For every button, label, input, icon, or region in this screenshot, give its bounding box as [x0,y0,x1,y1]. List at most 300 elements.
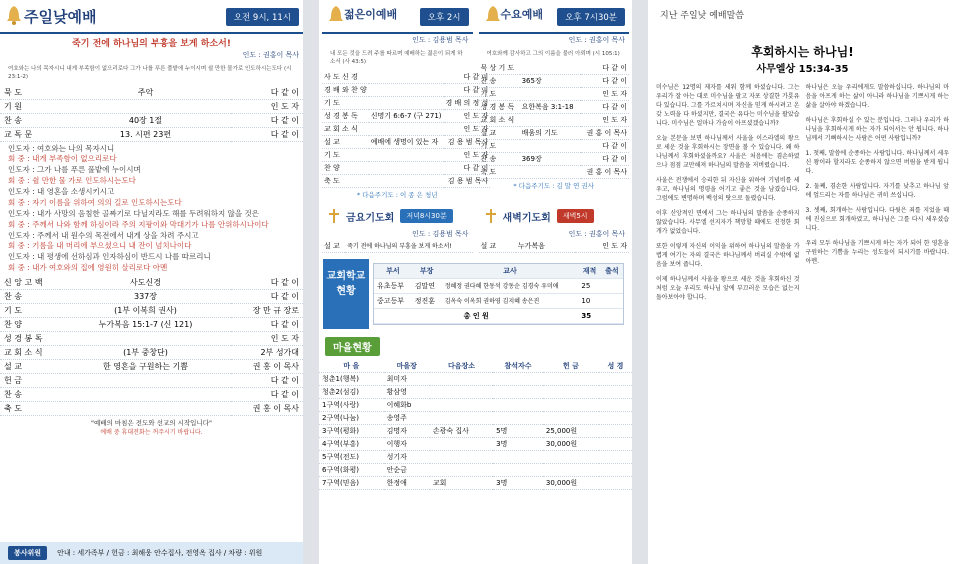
order-detail [369,122,444,135]
table-row [322,122,490,135]
sunday-order-table-2 [0,276,303,416]
responsive-speaker: 회 중 : [8,197,33,207]
table-row [0,346,303,360]
responsive-line [8,165,295,176]
table-row [322,148,490,161]
cell: 3명 [493,476,543,489]
order-person: 다 같 이 [231,374,303,388]
column-header: 교사 [442,264,579,279]
order-item: 묵 상 기 도 [479,62,520,75]
dawn-header [479,205,630,228]
cell: 3구역(평화) [319,424,384,437]
sermon-paragraph: 사울은 전쟁에서 승리한 뒤 자신을 위하여 기념비를 세우고, 하나님의 명령을 어기고 좋은 것을 남겼습니다. 그럼에도 변명하며 백성의 탓으로 돌렸습니다. [656,177,800,202]
order-item: 찬 송 [479,75,520,88]
table-row [0,360,303,374]
responsive-speaker: 인도자 : [8,208,38,218]
order-person: 인 도 자 [581,88,629,101]
order-item: 설 교 [322,135,369,148]
responsive-text: 내게 부족함이 없으리로다 [32,154,117,164]
order-detail [520,62,581,75]
cell [430,398,493,411]
school-label: 교회학교 현황 [323,259,369,329]
table-row [0,304,303,318]
order-person: 장 만 규 장로 [231,304,303,318]
wednesday-col [476,0,633,201]
responsive-speaker: 회 중 : [8,154,33,164]
total-value: 35 [578,308,600,323]
cell [430,463,493,476]
table-row [0,127,303,141]
youth-wednesday-row [319,0,632,201]
cell [543,463,599,476]
table-row [479,240,630,253]
table-row [322,96,490,109]
table-row [0,388,303,402]
cell [599,398,632,411]
table-row [319,476,632,489]
cell [599,463,632,476]
cell [430,437,493,450]
cell [599,411,632,424]
order-item: 성 경 봉 독 [0,332,60,346]
responsive-text: 내 영혼을 소생시키시고 [37,187,115,196]
cell [493,372,543,385]
youth-service-page [319,0,632,564]
cell [543,411,599,424]
table-row [319,398,632,411]
order-person: 다 같 이 [231,86,303,100]
cell [543,385,599,398]
wednesday-header [479,0,630,34]
table-row [479,75,630,88]
cell: 3명 [493,437,543,450]
order-person: 경 배 의 정 성 [444,96,491,109]
responsive-text: 내가 사망의 음침한 골짜기로 다닐지라도 해를 두려워하지 않을 것은 [37,208,259,218]
responsive-line [8,252,295,263]
cell: 4구역(부흥) [319,437,384,450]
order-detail: 배움의 기도 [520,127,581,140]
cell [599,385,632,398]
order-person: 인 도 자 [444,122,491,135]
cell: 교회 [430,476,493,489]
table-row [479,166,630,179]
school-table [374,264,623,324]
table-row [479,127,630,140]
order-detail: 요한복음 3:1-18 [520,101,581,114]
responsive-line [8,154,295,165]
sermon-paragraph: 2. 둘째, 겸손한 사람입니다. 자기를 낮추고 하나님 앞에 엎드리는 자를 하나님은 귀히 쓰십니다. [805,183,949,199]
order-detail: 369장 [520,153,581,166]
sunday-time: 오전 9시, 11시 [226,8,299,26]
column-header: 출석 [601,264,623,279]
responsive-text: 내가 여호와의 집에 영원히 살리로다 아멘 [32,263,168,273]
friday-leader: 인도 : 김용범 목사 [412,229,469,238]
cell: 황삼영 [384,385,430,398]
cell: 이행자 [384,437,430,450]
order-person: 권 홍 이 목사 [231,402,303,416]
cell: 7구역(믿음) [319,476,384,489]
maeul-title: 마을현황 [325,337,380,356]
table-row [319,450,632,463]
order-detail: 신명기 6:6-7 (구 271) [369,109,444,122]
order-item: 성 경 봉 독 [479,101,520,114]
order-detail: 사도신경 [60,276,231,290]
order-person: 인 도 자 [581,114,629,127]
responsive-speaker: 회 중 : [8,176,33,186]
cross-icon [328,209,340,223]
dawn-time: 새벽5시 [557,209,594,223]
order-person: 다 같 이 [231,290,303,304]
cross-icon [485,209,497,223]
order-item: 헌 금 [0,374,60,388]
order-person: 다 같 이 [231,276,303,290]
school-section [323,259,628,329]
order-detail: 13. 시편 23편 [60,127,231,141]
order-detail [369,71,444,84]
friday-header [322,205,473,228]
responsive-line [8,231,295,242]
cell: 김명자 [384,424,430,437]
order-item: 경 배 와 찬 양 [322,83,369,96]
order-person: 다 같 이 [231,127,303,141]
table-row [0,332,303,346]
column-header: 참석자수 [493,360,543,373]
youth-next-prayer: * 다음주기도 : 이 종 은 청년 [356,190,438,199]
cell [601,308,623,323]
order-person: 다 같 이 [444,161,491,174]
order-person: 인 도 자 [444,148,491,161]
sermon-paragraph: 또한 이렇게 자신의 이익을 위하여 하나님의 말씀을 가볍게 여기는 자의 결국은 하나님께서 버리실 수밖에 없음을 보여 줍니다. [656,243,800,268]
responsive-speaker: 회 중 : [8,263,33,273]
responsive-line [8,263,295,274]
cell [430,411,493,424]
table-row [479,88,630,101]
order-detail [520,166,581,179]
order-person: 권 홍 이 목사 [581,166,629,179]
responsive-speaker: 인도자 : [8,187,38,196]
order-item: 묵 도 [0,86,60,100]
table-row [319,385,632,398]
wednesday-time: 오후 7시30분 [557,8,625,26]
volunteer-text: 안내 : 세가족부 / 헌금 : 최해웅 안수집사, 전영옥 집사 / 차량 : 위원 [57,549,263,557]
bell-icon [6,4,22,26]
order-detail [520,140,581,153]
order-item: 성 경 봉 독 [322,109,369,122]
cell [543,372,599,385]
cell: 10 [578,293,600,308]
order-item: 교 회 소 식 [322,122,369,135]
wednesday-title: 수요예배 [500,8,544,21]
order-detail [60,388,231,402]
order-detail [369,96,444,109]
table-row [479,114,630,127]
order-person: 다 같 이 [581,153,629,166]
responsive-text: 여호와는 나의 목자시니 [37,143,115,153]
cell: 인 도 자 [575,240,629,253]
youth-leader: 인도 : 김용범 목사 [412,36,469,44]
sermon-page [648,0,957,564]
sunday-verse: 죽기 전에 하나님의 부흥을 보게 하소서! [72,39,231,49]
column-header: 헌 금 [543,360,599,373]
cell: 설 교 [479,240,516,253]
order-item: 축 도 [322,174,369,187]
order-detail: 337장 [60,290,231,304]
cell [599,450,632,463]
sermon-body [648,83,957,308]
responsive-line [8,209,295,220]
total-row [374,308,623,323]
order-person: 다 같 이 [581,75,629,88]
order-person: 다 같 이 [444,83,491,96]
cell: 1구역(사랑) [319,398,384,411]
responsive-speaker: 인도자 : [8,143,38,153]
sermon-heading: 지난 주일낮 예배말씀 [660,11,744,21]
order-detail: 주악 [60,86,231,100]
sunday-title: 주일낮예배 [24,8,97,26]
cell: 청춘1(행복) [319,372,384,385]
table-row [322,174,490,187]
order-person: 다 같 이 [581,140,629,153]
wednesday-next-prayer: * 다음주기도 : 김 말 연 권사 [513,182,595,191]
order-item: 기 도 [0,304,60,318]
cell [599,372,632,385]
order-person: 권 홍 이 목사 [581,127,629,140]
maeul-table [319,360,632,490]
table-row [0,113,303,127]
table-row [0,86,303,100]
sermon-reference: 사무엘상 15:34-35 [756,64,849,75]
responsive-text: 주께서 나와 함께 하심이라 주의 지팡이와 막대기가 나를 안위하시나이다 [32,219,269,229]
table-row [0,276,303,290]
youth-order-table [322,71,490,188]
cell: 정혜정 권다혜 한동석 강동순 김경숙 우미애 [442,278,579,293]
sunday-intro: 여호와는 나의 목자시니 내게 부족함이 없으리로다 그가 나를 푸른 풀밭에 누이시며 쉴 만한 물가로 인도하시는도다 (시 23:1-2) [8,66,292,81]
order-detail [369,161,444,174]
table-row [322,161,490,174]
order-item: 사 도 신 경 [322,71,369,84]
responsive-speaker: 인도자 : [8,230,38,240]
sunday-note: "예배의 마침은 전도와 선교의 시작입니다" [91,419,212,427]
sermon-paragraph: 이후 신앙적인 면에서 그는 하나님의 말씀을 순종하지 않았습니다. 사무엘 선지자가 책망할 때에도 진정한 회개가 없었습니다. [656,210,800,235]
table-row [322,109,490,122]
order-detail [60,332,231,346]
order-item: 기 원 [0,99,60,113]
responsive-text: 그가 나를 푸른 풀밭에 누이시며 [37,165,141,175]
order-person: 인 도 자 [231,332,303,346]
sunday-leader: 인도 : 권홍이 목사 [242,51,299,59]
order-detail: (1부 이복희 권사) [60,304,231,318]
table-row [0,402,303,416]
sermon-paragraph: 1. 첫째, 말씀에 순종하는 사람입니다. 하나님께서 세우신 왕이라 할지라도 순종하지 않으면 버림을 받게 됩니다. [805,150,949,175]
responsive-reading [0,142,303,277]
cell [599,424,632,437]
prayer-meetings-row [319,205,632,253]
maeul-header [319,333,632,360]
total-label: 총 인 원 [374,308,578,323]
cell: 최미자 [384,372,430,385]
table-row [0,290,303,304]
order-item: 찬 양 [322,161,369,174]
order-detail: 365장 [520,75,581,88]
responsive-line [8,241,295,252]
youth-header [322,0,473,34]
cell: 30,000원 [543,437,599,450]
youth-title: 젊은이예배 [344,8,398,21]
cell: 죽기 전에 하나님의 부흥을 보게 하소서! [345,240,472,253]
cell [543,450,599,463]
table-row [0,99,303,113]
school-box [373,263,624,325]
sermon-paragraph: 하나님은 오늘 우리에게도 말씀하십니다. 하나님의 마음을 아프게 하는 삶이 아니라 하나님을 기쁘시게 하는 삶을 살아야 하겠습니다. [805,84,949,109]
order-item: 기 도 [479,88,520,101]
order-detail: 한 영혼을 구원하는 기쁨 [60,360,231,374]
order-detail: (1부 중창단) [60,346,231,360]
friday-title: 금요기도회 [346,212,395,224]
responsive-text: 주께서 내 원수의 목전에서 내게 상을 차려 주시고 [37,230,199,240]
cell: 설 교 [322,240,345,253]
responsive-line [8,220,295,231]
order-detail [369,148,444,161]
cell [601,278,623,293]
cell: 김말연 [412,278,442,293]
friday-time: 저녁8시30분 [400,209,452,223]
table-row [322,135,490,148]
table-row [374,293,623,308]
cell: 5구역(전도) [319,450,384,463]
order-person: 인 도 자 [444,109,491,122]
cell [430,450,493,463]
sermon-paragraph: 우리 모두 하나님을 기쁘시게 하는 자가 되어 한 영혼을 구원하는 기쁨을 누리는 성도들이 되시기를 바랍니다. 아멘. [805,240,949,265]
wednesday-order-table [479,62,630,179]
responsive-line [8,187,295,198]
table-row [319,437,632,450]
cell: 손광숙 집사 [430,424,493,437]
table-header-row [319,360,632,373]
bell-icon [328,4,344,26]
table-row [319,372,632,385]
order-detail [60,402,231,416]
sunday-service-page [0,0,303,564]
order-person: 다 같 이 [581,62,629,75]
table-row [319,463,632,476]
youth-intro: 내 모든 것을 드려 주를 따르며 예배하는 젊은이 되게 하소서 (사 43:5) [330,51,463,66]
order-item: 기 도 [322,148,369,161]
responsive-line [8,198,295,209]
order-person: 2부 성가대 [231,346,303,360]
order-person: 인 도 자 [231,99,303,113]
order-item: 교 회 소 식 [479,114,520,127]
order-item: 축 도 [479,166,520,179]
column-header: 부서 [374,264,412,279]
cell: 30,000원 [543,476,599,489]
order-item: 축 도 [0,402,60,416]
order-item: 설 교 [479,127,520,140]
cell: 안순금 [384,463,430,476]
cell: 5명 [493,424,543,437]
responsive-speaker: 인도자 : [8,252,38,262]
cell: 청춘2(섬김) [319,385,384,398]
column-header: 마 을 [319,360,384,373]
sermon-paragraph: 미수님은 12명의 제자를 세워 함께 하셨습니다. 그는 우리가 잘 아는 대로 미수님을 팔고 자포 상결한 가룟유다 있습니다. 그를 가르치시며 자신을 믿게 하시려고 온갖 노력을 다 하셨지만, 결국은 유다는 미수님을 팔았습니다. 미수님은 얼마나 가슴이 아프셨겠습니까? [656,84,800,127]
cell [599,476,632,489]
sunday-footer [0,542,303,564]
order-person: 다 같 이 [231,113,303,127]
cell [493,450,543,463]
order-person: 김 용 범 목사 [444,174,491,187]
table-row [0,318,303,332]
bell-icon [485,4,501,26]
cell: 정진훈 [412,293,442,308]
column-header: 부장 [412,264,442,279]
responsive-speaker: 회 중 : [8,241,33,251]
wednesday-leader: 인도 : 권홍이 목사 [568,36,625,44]
cell: 25 [578,278,600,293]
order-item: 기 도 [479,140,520,153]
volunteer-tag: 봉사위원 [8,546,47,560]
table-row [322,83,490,96]
order-person: 다 같 이 [231,388,303,402]
order-person: 다 같 이 [231,318,303,332]
sermon-paragraph: 오늘 본문을 보면 하나님께서 사울을 이스라엘의 왕으로 세운 것을 후회하시는 장면을 볼 수 있습니다. 왜 하나님께서 후회하셨을까요? 사울은 처음에는 겸손하였으나 점점 교만해져 하나님의 말씀을 저버렸습니다. [656,135,800,169]
cell: 중고등부 [374,293,412,308]
cell [430,385,493,398]
wednesday-intro: 여호와께 감사하고 그의 이름을 불러 아뢰며 (시 105:1) [486,51,620,57]
sunday-order-table [0,86,303,142]
cell: 김옥숙 이옥희 권하영 김지혜 송은진 [442,293,579,308]
responsive-line [8,176,295,187]
responsive-speaker: 인도자 : [8,165,38,175]
sunday-header [0,0,303,34]
order-detail [369,83,444,96]
table-row [319,424,632,437]
dawn-leader: 인도 : 권홍이 목사 [568,229,625,238]
cell [493,411,543,424]
order-person: 다 같 이 [581,101,629,114]
order-person: 김 용 범 목사 [444,135,491,148]
dawn-col [476,205,633,253]
dawn-table [479,240,630,253]
order-item: 교 회 소 식 [0,346,60,360]
cell [599,437,632,450]
table-row [0,374,303,388]
order-item: 기 도 [322,96,369,109]
order-item: 찬 송 [0,113,60,127]
cell [430,372,493,385]
cell: 송영주 [384,411,430,424]
order-detail [60,99,231,113]
cell: 성기자 [384,450,430,463]
table-row [479,101,630,114]
dawn-title: 새벽기도회 [502,212,551,224]
table-header-row [374,264,623,279]
cell [493,398,543,411]
order-person: 권 홍 이 목사 [231,360,303,374]
cell: 6구역(화평) [319,463,384,476]
order-item: 찬 송 [0,388,60,402]
cell: 유초등부 [374,278,412,293]
order-detail: 40장 1절 [60,113,231,127]
order-person: 다 같 이 [444,71,491,84]
cell [493,385,543,398]
cell [601,293,623,308]
order-detail: 누가복음 15:1-7 (신 121) [60,318,231,332]
order-item: 교 독 문 [0,127,60,141]
table-row [322,71,490,84]
responsive-text: 기름을 내 머리에 부으셨으니 내 잔이 넘치나이다 [32,241,192,251]
table-row [319,411,632,424]
column-header: 마을장 [384,360,430,373]
table-row [479,140,630,153]
